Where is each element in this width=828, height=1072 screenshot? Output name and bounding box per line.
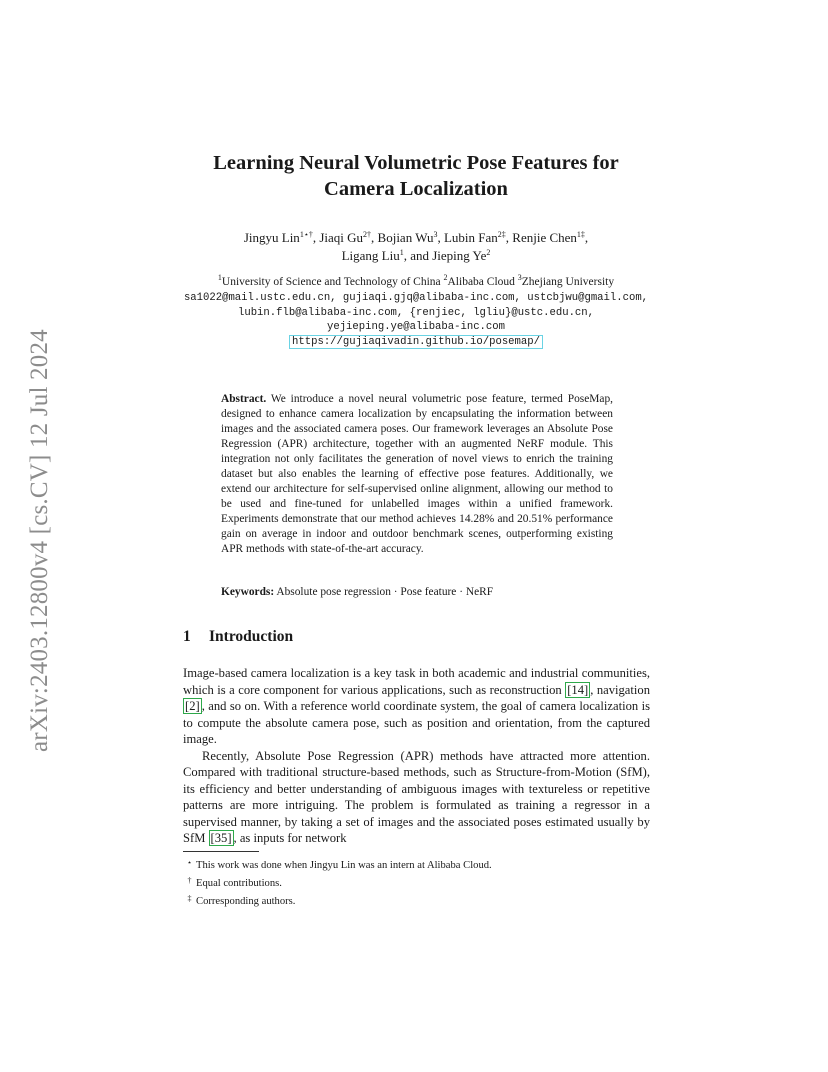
title-line-1: Learning Neural Volumetric Pose Features for (213, 152, 619, 174)
affiliation-name: University of Science and Technology of China (221, 276, 441, 288)
keywords-text: Absolute pose regression · Pose feature · NeRF (276, 586, 494, 598)
author-marks: 2‡ (497, 230, 506, 239)
abstract (221, 392, 613, 557)
author-marks: 1‡ (576, 230, 585, 239)
footnote-mark: ⋆ (186, 858, 192, 867)
author-marks: 1⋆† (299, 230, 313, 239)
author-name: Ligang Liu (341, 248, 400, 263)
author-name: Renjie Chen (512, 230, 577, 245)
footnote (183, 855, 653, 873)
keywords (221, 585, 621, 600)
footnote-text: Corresponding authors. (196, 896, 296, 908)
affiliation-name: Zhejiang University (521, 276, 615, 288)
author-name: Jingyu Lin (243, 230, 300, 245)
footnote-text: Equal contributions. (196, 878, 282, 890)
footnote (183, 873, 653, 891)
author-emails (150, 291, 682, 349)
paragraph: Image-based camera localization is a key task in both academic and industrial communities, which is a core component for various applications, such as reconstruction [14] , navigation [2] , and so on. With a reference world coordinate system, the goal of camera localization is to compute the absolute camera pose, such as position and orientation, from the captured image. (183, 666, 650, 746)
citation-link[interactable]: [35] (210, 831, 232, 845)
section-title: Introduction (209, 628, 294, 645)
keywords-label: Keywords: (221, 586, 275, 598)
footnote-text: This work was done when Jingyu Lin was an intern at Alibaba Cloud. (196, 860, 492, 871)
author-name: Lubin Fan (443, 230, 498, 245)
author-marks: 2 (486, 248, 491, 257)
footnote (183, 891, 653, 909)
footnote-mark: ‡ (187, 894, 192, 904)
author-list: Jingyu Lin$^{1⋆\dagger}$, Jiaqi $Gu^{2\dagger}$, Bojian Wu$^3$, Lubin Fan$^{2\ddagger}$, Renjie Chen$^{1\ddagger}$, Ligang Liu$^1$, and Jieping Ye$^2$ (243, 230, 589, 263)
citation-link[interactable]: [2] (185, 699, 200, 713)
affiliation-name: Alibaba Cloud (447, 276, 515, 288)
author-name: Bojian Wu (377, 230, 434, 245)
author-marks: 1 (399, 248, 404, 257)
footnotes (183, 855, 653, 910)
section-number: 1 (183, 628, 191, 645)
title-line-2: Camera Localization (324, 178, 508, 200)
affiliations: $^1$University of Science and Technology of China $^2$Alibaba Cloud $^3$Zhejiang University (217, 273, 615, 288)
email-line: yejieping.ye@alibaba-inc.com (326, 321, 505, 334)
section-heading (183, 628, 293, 646)
author-marks: 3 (433, 230, 438, 239)
abstract-text: We introduce a novel neural volumetric pose feature, termed PoseMap, designed to enhance camera localization by encapsulating the information between images and the associated camera poses. Our framework leverages an Absolute Pose Regression (APR) architecture, together with an augmented NeRF module. This integration not only facilitates the generation of novel views to enrich the training dataset but also enables the learning of effective pose features. Additionally, we extend our architecture for self-supervised online alignment, allowing our method to be used and fine-tuned for unlabelled images within a unified framework. Experiments demonstrate that our method achieves 14.28% and 20.51% performance gain on average in indoor and outdoor benchmark scenes, outperforming existing APR methods with state-of-the-art accuracy. (221, 393, 613, 555)
abstract-label: Abstract. (221, 393, 267, 405)
paper-title (150, 150, 682, 202)
arxiv-identifier: arXiv:2403.12800v4 [cs.CV] 12 Jul 2024 (26, 329, 53, 752)
footnote-mark: † (187, 876, 192, 886)
intro-body (183, 665, 650, 847)
project-url-link[interactable]: https://gujiaqivadin.github.io/posemap/ (289, 335, 543, 349)
author-name: Jiaqi Gu (319, 230, 364, 245)
paragraph: Recently, Absolute Pose Regression (APR) methods have attracted more attention. Compared with traditional structure-based methods, such as Structure-from-Motion (SfM), its efficiency and better understanding of ambiguous images with textureless or repetitive patterns are more intriguing. The problem is formulated as training a regressor in a supervised manner, by taking a set of images and the associated poses estimated usually by SfM [35] , as inputs for network (183, 748, 650, 845)
email-line: sa1022@mail.ustc.edu.cn, gujiaqi.gjq@alibaba-inc.com, ustcbjwu@gmail.com, (183, 292, 649, 304)
author-name: Jieping Ye (432, 248, 487, 263)
footnote-divider (183, 851, 259, 852)
email-line: lubin.flb@alibaba-inc.com, {renjiec, lgliu}@ustc.edu.cn, (237, 306, 594, 319)
citation-link[interactable]: [14] (567, 682, 589, 697)
author-marks: 2† (363, 230, 372, 239)
